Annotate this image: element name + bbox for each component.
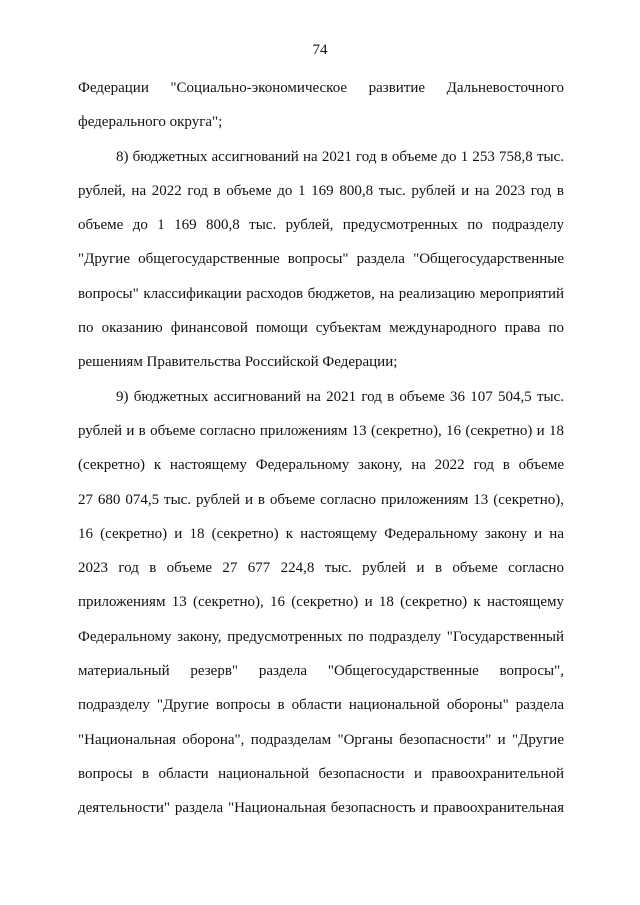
text-line: "Другие общегосударственные вопросы" раздела "Общегосударственные [78,251,564,268]
document-body [78,76,564,831]
text-line: федерального округа"; [78,114,223,131]
text-line: (секретно) к настоящему Федеральному закону, на 2022 год в объеме [78,457,564,474]
text-line: рублей, на 2022 год в объеме до 1 169 800,8 тыс. рублей и на 2023 год в [78,182,564,199]
text-line: по оказанию финансовой помощи субъектам международного права по [78,320,564,337]
text-line: приложениям 13 (секретно), 16 (секретно) и 18 (секретно) к настоящему [78,594,564,611]
text-line: подразделу "Другие вопросы в области национальной обороны" раздела [78,697,564,714]
text-line: рублей и в объеме согласно приложениям 13 (секретно), 16 (секретно) и 18 [78,422,564,439]
page-number: 74 [312,42,328,58]
text-line: Федерации "Социально-экономическое развитие Дальневосточного [78,80,564,96]
text-line: 9) бюджетных ассигнований на 2021 год в объеме 36 107 504,5 тыс. [116,388,564,405]
text-line: вопросы в области национальной безопасности и правоохранительной [78,765,564,782]
text-line: 27 680 074,5 тыс. рублей и в объеме согласно приложениям 13 (секретно), [78,491,564,508]
text-line: материальный резерв" раздела "Общегосударственные вопросы", [78,663,564,680]
text-line: деятельности" раздела "Национальная безопасность и правоохранительная [78,800,564,817]
text-line: решениям Правительства Российской Федерации; [78,354,398,371]
text-line: 2023 год в объеме 27 677 224,8 тыс. рублей и в объеме согласно [78,560,564,577]
text-line: "Национальная оборона", подразделам "Органы безопасности" и "Другие [78,731,564,748]
text-line: вопросы" классификации расходов бюджетов, на реализацию мероприятий [78,285,564,302]
text-line: 16 (секретно) и 18 (секретно) к настоящему Федеральному закону и на [78,525,564,542]
text-line: объеме до 1 169 800,8 тыс. рублей, предусмотренных по подразделу [78,217,564,234]
text-line: Федеральному закону, предусмотренных по подразделу "Государственный [78,628,564,645]
text-line: 8) бюджетных ассигнований на 2021 год в объеме до 1 253 758,8 тыс. [116,148,564,165]
